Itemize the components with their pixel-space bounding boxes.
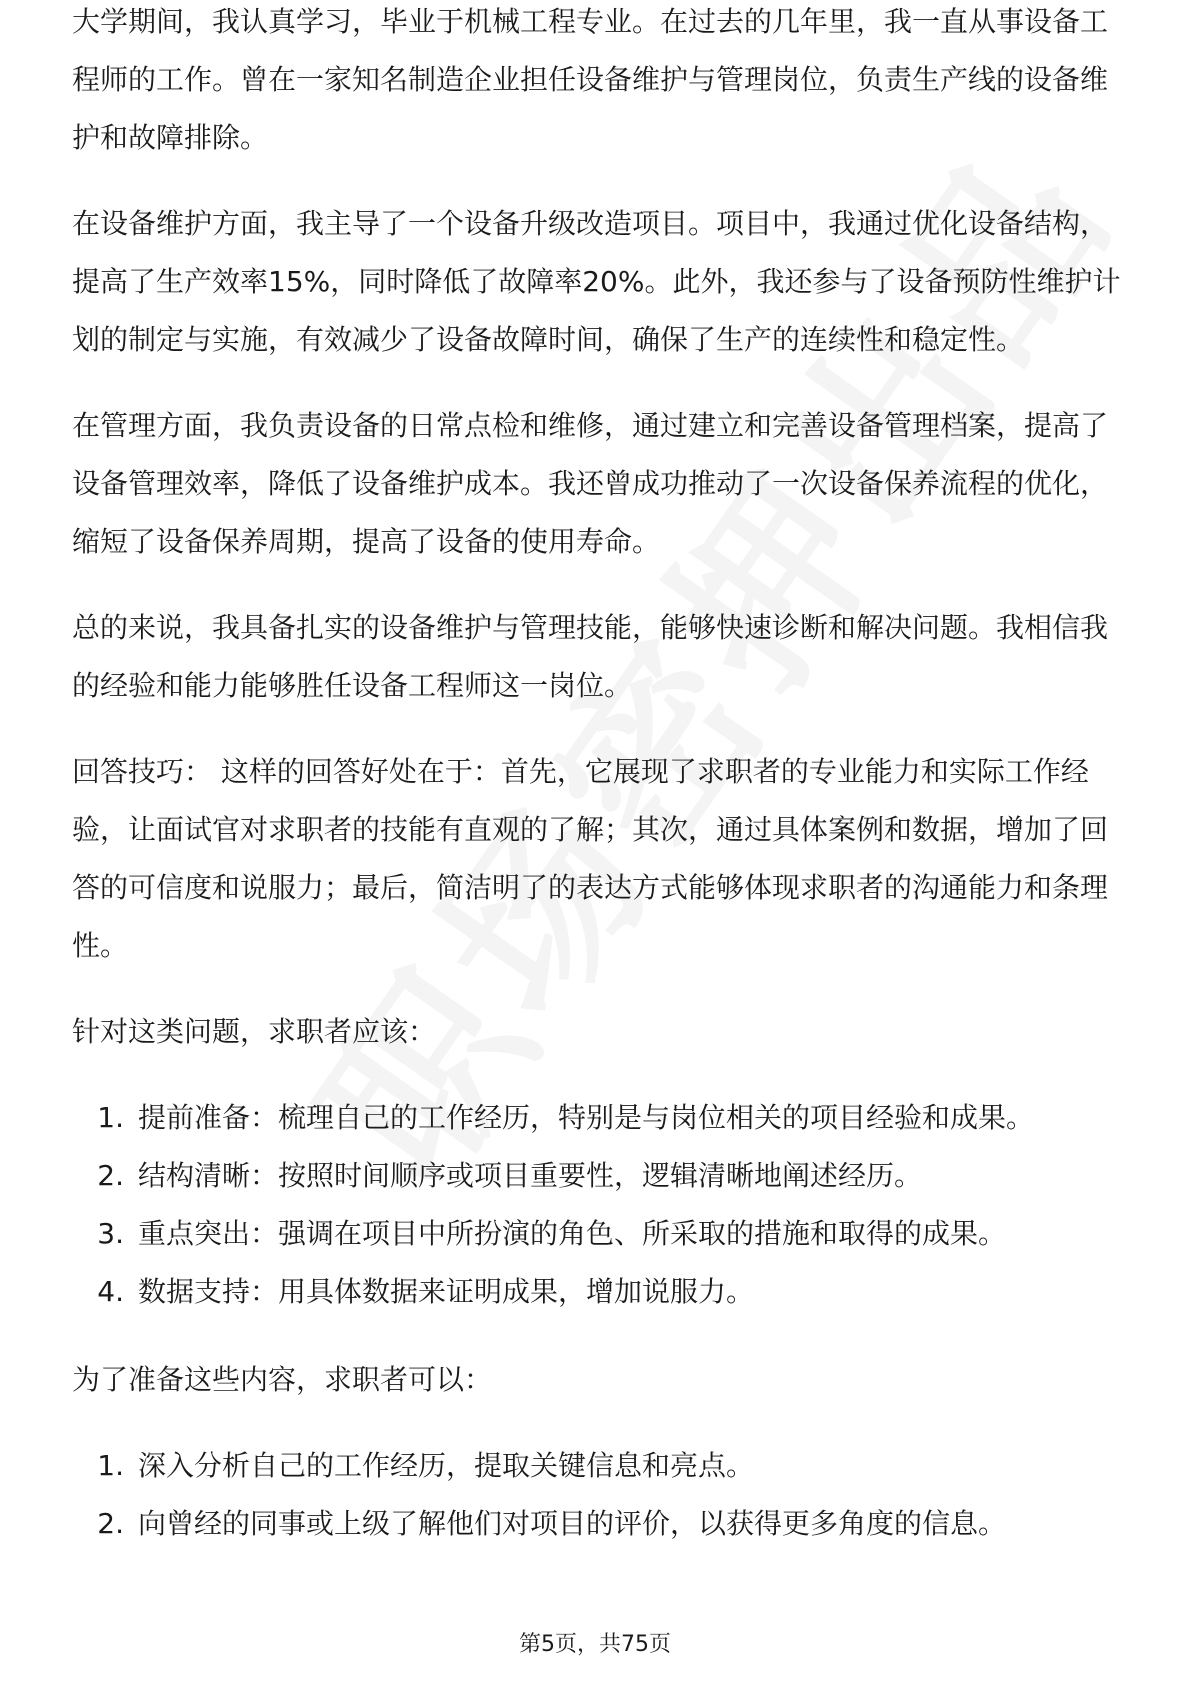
document-body (72, 5, 1132, 1583)
list-number: 2. (97, 1507, 124, 1540)
advice-list (72, 1089, 1132, 1321)
list-item (72, 1147, 1132, 1205)
list-number: 3. (97, 1217, 124, 1250)
paragraph-background: 大学期间，我认真学习，毕业于机械工程专业。在过去的几年里，我一直从事设备工程师的工作。曾在一家知名制造企业担任设备维护与管理岗位，负责生产线的设备维护和故障排除。 (72, 5, 1109, 154)
page-footer: 第5页，共75页 (519, 1632, 671, 1657)
list-number: 4. (97, 1275, 124, 1308)
paragraph-maintenance: 在设备维护方面，我主导了一个设备升级改造项目。项目中，我通过优化设备结构，提高了生产效率15%，同时降低了故障率20%。此外，我还参与了设备预防性维护计划的制定与实施，有效减少了设备故障时间，确保了生产的连续性和稳定性。 (72, 207, 1121, 356)
list-item (72, 1437, 1132, 1495)
list-number: 2. (97, 1159, 124, 1192)
list-item (72, 1205, 1132, 1263)
list-item (72, 1495, 1132, 1553)
list-text: 深入分析自己的工作经历，提取关键信息和亮点。 (138, 1449, 755, 1482)
list-item (72, 1089, 1132, 1147)
paragraph-answer-tips: 回答技巧： 这样的回答好处在于：首先，它展现了求职者的专业能力和实际工作经验，让面试官对求职者的技能有直观的了解；其次，通过具体案例和数据，增加了回答的可信度和说服力；最后，简洁明了的表达方式能够体现求职者的沟通能力和条理性。 (72, 755, 1109, 962)
list-text: 向曾经的同事或上级了解他们对项目的评价，以获得更多角度的信息。 (138, 1507, 1007, 1540)
list-text: 重点突出：强调在项目中所扮演的角色、所采取的措施和取得的成果。 (138, 1217, 1007, 1250)
list-number: 1. (97, 1101, 124, 1134)
list-item (72, 1263, 1132, 1321)
paragraph-advice-intro: 针对这类问题，求职者应该： (72, 1015, 437, 1048)
list-number: 1. (97, 1449, 124, 1482)
list-text: 提前准备：梳理自己的工作经历，特别是与岗位相关的项目经验和成果。 (138, 1101, 1035, 1134)
paragraph-management: 在管理方面，我负责设备的日常点检和维修，通过建立和完善设备管理档案，提高了设备管理效率，降低了设备维护成本。我还曾成功推动了一次设备保养流程的优化，缩短了设备保养周期，提高了设备的使用寿命。 (72, 409, 1109, 558)
list-text: 数据支持：用具体数据来证明成果，增加说服力。 (138, 1275, 755, 1308)
paragraph-summary: 总的来说，我具备扎实的设备维护与管理技能，能够快速诊断和解决问题。我相信我的经验和能力能够胜任设备工程师这一岗位。 (72, 611, 1109, 702)
prep-list (72, 1437, 1132, 1553)
paragraph-prep-intro: 为了准备这些内容，求职者可以： (72, 1363, 493, 1396)
list-text: 结构清晰：按照时间顺序或项目重要性，逻辑清晰地阐述经历。 (138, 1159, 923, 1192)
